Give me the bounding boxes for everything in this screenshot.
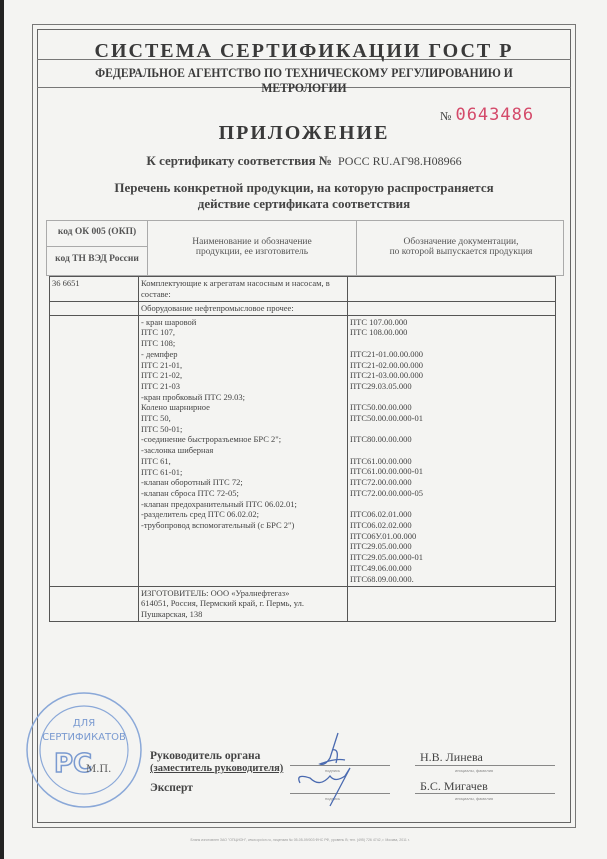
header-tnved-code: код ТН ВЭД России <box>55 254 139 264</box>
number-label: № <box>440 109 452 123</box>
product-line: ПТС 108; <box>141 338 176 349</box>
product-line: -клапан предохранительный ПТС 06.02.01; <box>141 498 297 509</box>
product-line: ПТС 61-01; <box>141 466 183 477</box>
product-cell: Комплектующие к агрегатам насосным и насосам, в составе: <box>139 277 348 302</box>
okp-code-cell <box>50 586 139 621</box>
list-title-line2: действие сертификата соответствия <box>197 196 411 211</box>
doc-line: ПТС 107.00.000 <box>350 316 408 327</box>
document-title: ПРИЛОЖЕНИЕ <box>218 122 390 144</box>
table-row <box>50 315 556 586</box>
doc-line: ПТС49.06.00.000 <box>350 562 412 573</box>
head-signature-caption: подпись <box>325 768 341 773</box>
product-line: -клапан сброса ПТС 72-05; <box>141 487 239 498</box>
serial-number: 0643486 <box>455 105 535 125</box>
svg-text:М.П.: М.П. <box>86 764 112 775</box>
doc-line: ПТС29.05.00.000-01 <box>350 552 423 563</box>
product-line: -клапан оборотный ПТС 72; <box>141 477 243 488</box>
doc-line: ПТС06У.01.00.000 <box>350 530 417 541</box>
doc-cell <box>348 586 556 621</box>
manufacturer-address-line1: 614051, Россия, Пермский край, г. Пермь, ул. <box>141 598 305 609</box>
manufacturer-address-line2: Пушкарская, 138 <box>141 609 203 620</box>
expert-name-caption: инициалы, фамилия <box>455 796 494 801</box>
head-name: Н.В. Линева <box>420 750 483 764</box>
product-line: -кран пробковый ПТС 29.03; <box>141 391 245 402</box>
doc-line: ПТС72.00.00.000 <box>350 477 412 488</box>
system-title: СИСТЕМА СЕРТИФИКАЦИИ ГОСТ Р <box>94 40 514 62</box>
product-line: ПТС 50-01; <box>141 423 183 434</box>
doc-line: ПТС21-03.00.00.000 <box>350 370 423 381</box>
manufacturer-name: ИЗГОТОВИТЕЛЬ: ООО «Уралнефтегаз» <box>141 587 290 598</box>
doc-line: ПТС61.00.00.000-01 <box>350 466 423 477</box>
doc-line: ПТС68.09.00.000. <box>350 573 414 584</box>
doc-line: ПТС29.05.00.000 <box>350 541 412 552</box>
cert-ref-label: К сертификату соответствия № <box>146 153 332 168</box>
product-line: -заслонка шиберная <box>141 445 214 456</box>
doc-line: ПТС50.00.00.000 <box>350 402 412 413</box>
header-documentation <box>357 237 565 257</box>
agency-name: ФЕДЕРАЛЬНОЕ АГЕНТСТВО ПО ТЕХНИЧЕСКОМУ РЕГУЛИРОВАНИЮ И МЕТРОЛОГИИ <box>95 66 513 95</box>
doc-cell <box>348 302 556 316</box>
product-line: -разделитель сред ПТС 06.02.02; <box>141 509 260 520</box>
table-header <box>46 220 564 276</box>
header-okp-code: код ОК 005 (ОКП) <box>57 227 137 237</box>
expert-name-line <box>415 793 555 794</box>
product-table <box>49 276 556 622</box>
svg-text:ДЛЯ: ДЛЯ <box>72 718 96 729</box>
doc-line: ПТС21-01.00.00.000 <box>350 348 423 359</box>
doc-line: ПТС61.00.00.000 <box>350 455 412 466</box>
doc-line <box>350 424 553 435</box>
product-cell: Оборудование нефтепромысловое прочее: <box>139 302 348 316</box>
product-line: ПТС 21-03 <box>141 380 180 391</box>
header-product-name-line1: Наименование и обозначение <box>192 237 312 247</box>
table-row <box>50 277 556 302</box>
header-product-name <box>148 237 356 257</box>
doc-line: ПТС21-02.00.00.000 <box>350 359 423 370</box>
list-title-line1: Перечень конкретной продукции, на которую распространяется <box>114 180 494 195</box>
table-row <box>50 302 556 316</box>
doc-line: ПТС72.00.00.000-05 <box>350 487 423 498</box>
header-documentation-line1: Обозначение документации, <box>403 237 519 247</box>
doc-line <box>350 338 553 349</box>
cert-ref-value: РОСС RU.АГ98.Н08966 <box>337 154 462 168</box>
form-print-info: Бланк изготовлен ЗАО "ОПЦИОН", www.opcion.ru, лицензия № 05-05-09/003 ФНС РФ, уровень В; тел. (495) 726 4742, г. Москва, 2011 г. <box>190 838 410 842</box>
doc-line: ПТС50.00.00.000-01 <box>350 413 423 423</box>
certificate-reference <box>37 153 571 169</box>
product-cell <box>139 315 348 586</box>
list-title <box>37 180 571 212</box>
scan-edge <box>0 0 4 859</box>
head-name-line <box>415 765 555 766</box>
expert-name: Б.С. Мигачев <box>420 779 488 793</box>
manufacturer-cell <box>139 586 348 621</box>
okp-code-cell: 36 6651 <box>50 277 139 302</box>
header-documentation-line2: по которой выпускается продукция <box>389 247 533 257</box>
product-line: - демпфер <box>141 348 178 359</box>
product-line: -трубопровод вспомогательный (с БРС 2") <box>141 520 295 531</box>
expert-signature-caption: подпись <box>325 796 341 801</box>
head-of-body-label: Руководитель органа <box>150 750 261 762</box>
deputy-label: (заместитель руководителя) <box>150 763 284 774</box>
product-line: -соединение быстроразъемное БРС 2"; <box>141 434 282 445</box>
doc-cell <box>348 277 556 302</box>
product-line: ПТС 107, <box>141 327 175 338</box>
product-line: ПТС 50, <box>141 413 171 424</box>
doc-line <box>350 499 553 510</box>
product-line: ПТС 21-01, <box>141 359 183 370</box>
product-line: - кран шаровой <box>141 316 197 327</box>
product-line: ПТС 61, <box>141 455 171 466</box>
head-name-caption: инициалы, фамилия <box>455 768 494 773</box>
okp-code-cell <box>50 302 139 316</box>
product-line: Колено шарнирное <box>141 402 210 413</box>
okp-code-cell <box>50 315 139 586</box>
doc-line: ПТС29.03.05.000 <box>350 380 412 391</box>
doc-line <box>350 392 553 403</box>
header-product-name-line2: продукции, ее изготовитель <box>195 247 309 257</box>
expert-label: Эксперт <box>150 782 193 794</box>
certification-stamp-icon <box>24 690 144 810</box>
doc-line: ПТС06.02.01.000 <box>350 509 412 520</box>
doc-line: ПТС06.02.02.000 <box>350 519 412 530</box>
product-line: ПТС 21-02, <box>141 370 183 381</box>
svg-text:РС: РС <box>54 749 93 779</box>
signature-icon <box>290 728 370 808</box>
doc-line: ПТС 108.00.000 <box>350 327 408 338</box>
doc-line: ПТС80.00.00.000 <box>350 434 412 445</box>
doc-line <box>350 445 553 456</box>
doc-cell <box>348 315 556 586</box>
svg-text:СЕРТИФИКАТОВ: СЕРТИФИКАТОВ <box>42 732 126 743</box>
table-row <box>50 586 556 621</box>
